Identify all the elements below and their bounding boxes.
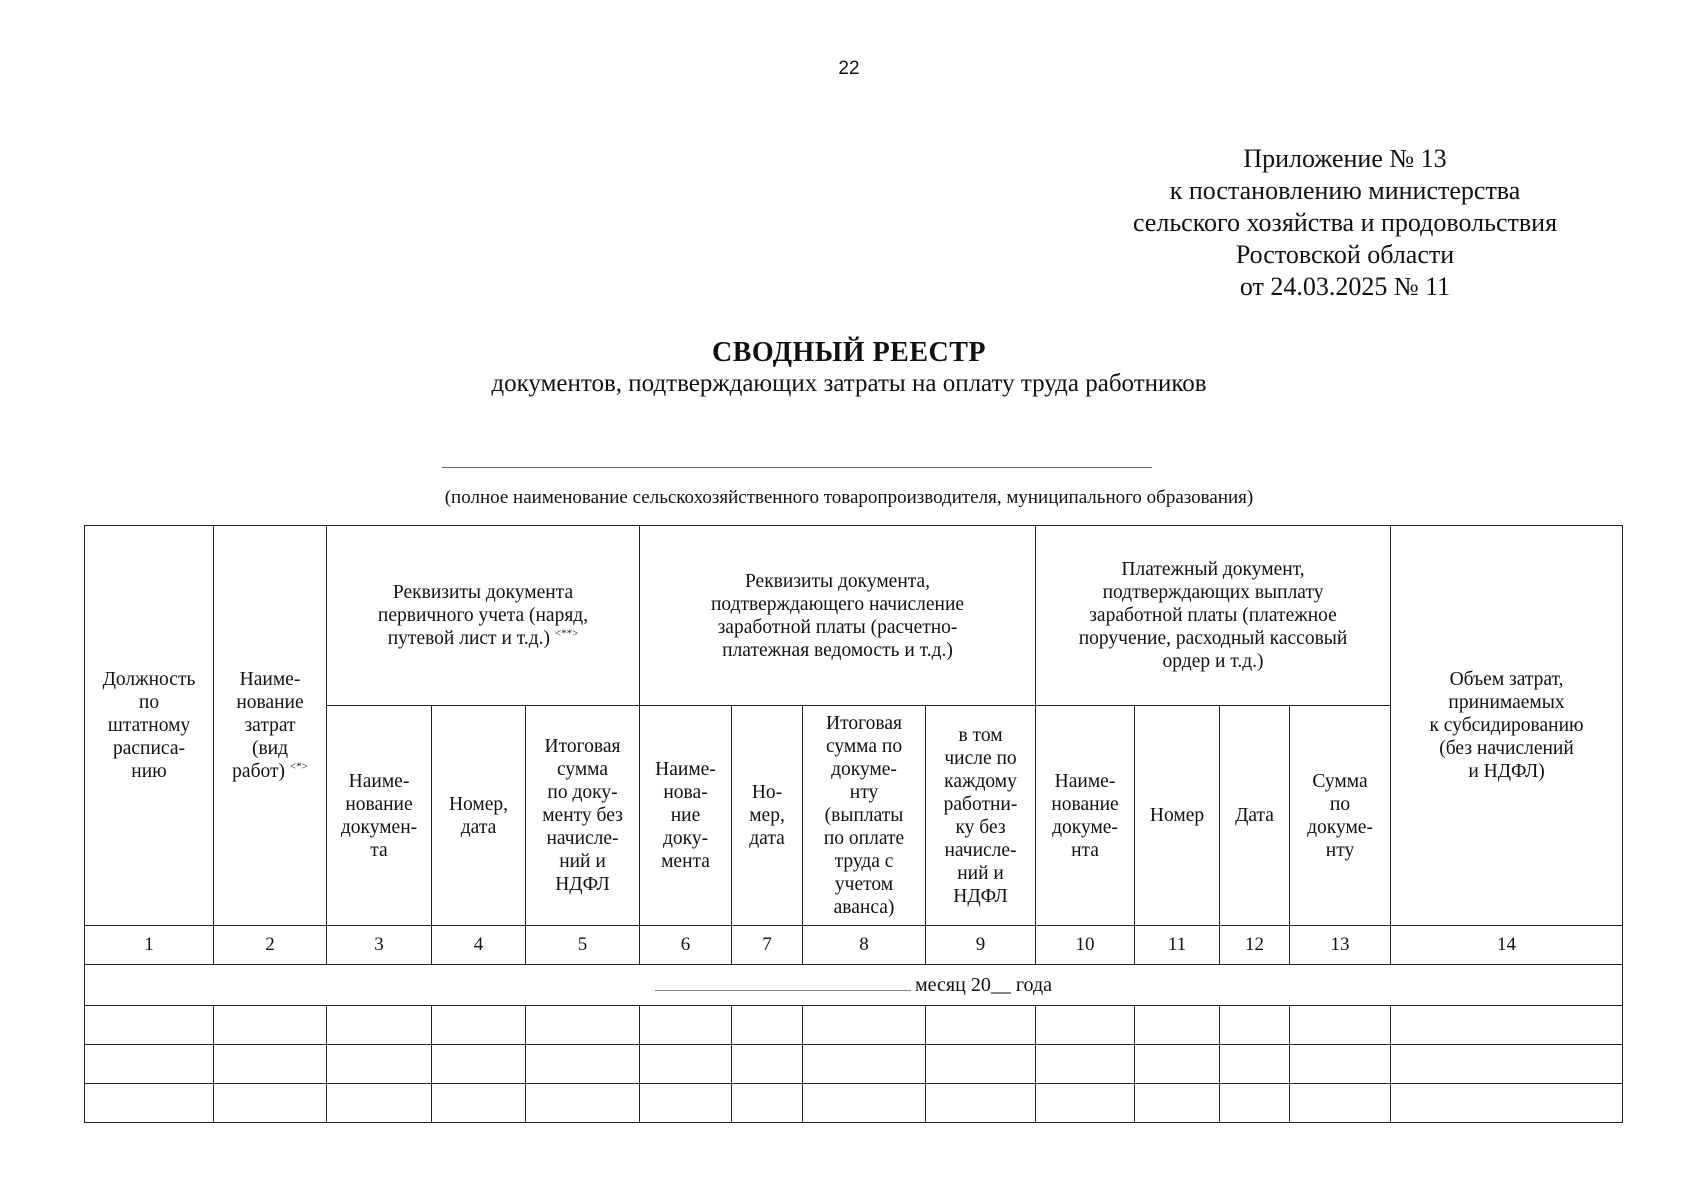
table-cell[interactable] (432, 1045, 526, 1084)
table-cell[interactable] (214, 1084, 327, 1123)
month-label: месяц 20__ года (915, 973, 1053, 996)
header-total-amount: Итоговая сумма по докуме- нту (выплаты по оплате труда с учетом аванса) (803, 706, 926, 926)
table-cell[interactable] (327, 1006, 432, 1045)
table-cell[interactable] (926, 1006, 1036, 1045)
column-number: 5 (526, 926, 640, 965)
table-cell[interactable] (526, 1045, 640, 1084)
column-number: 13 (1290, 926, 1391, 965)
column-numbers-row (85, 926, 1623, 965)
header-payment-document: Платежный документ, подтверждающих выплату заработной платы (платежное поручение, расходный кассовый ордер и т.д.) (1036, 526, 1391, 706)
column-number: 10 (1036, 926, 1135, 965)
table-cell[interactable] (526, 1006, 640, 1045)
table-cell[interactable] (1391, 1006, 1623, 1045)
table-cell[interactable] (1220, 1045, 1290, 1084)
document-subtitle: документов, подтверждающих затраты на оплату труда работников (491, 370, 1207, 397)
header-per-worker-amount: в том числе по каждому работни- ку без начисле- ний и НДФЛ (926, 706, 1036, 926)
header-payroll-document: Реквизиты документа, подтверждающего начисление заработной платы (расчетно- платежная ведомость и т.д.) (640, 526, 1036, 706)
table-cell[interactable] (1036, 1006, 1135, 1045)
column-number: 14 (1391, 926, 1623, 965)
table-cell[interactable] (640, 1006, 732, 1045)
column-number: 8 (803, 926, 926, 965)
column-number: 9 (926, 926, 1036, 965)
table-row (85, 1045, 1623, 1084)
header-doc-name: Наиме- нование докуме- нта (1036, 706, 1135, 926)
producer-name-line (442, 467, 1152, 468)
table-cell[interactable] (1290, 1006, 1391, 1045)
appendix-block (1130, 143, 1560, 303)
column-number: 12 (1220, 926, 1290, 965)
column-number: 4 (432, 926, 526, 965)
header-total-amount: Итоговая сумма по доку- менту без начисле- ний и НДФЛ (526, 706, 640, 926)
table-cell[interactable] (85, 1084, 214, 1123)
table-cell[interactable] (732, 1006, 803, 1045)
column-number: 2 (214, 926, 327, 965)
month-cell (85, 965, 1623, 1006)
appendix-line: от 24.03.2025 № 11 (1239, 272, 1451, 301)
table-cell[interactable] (432, 1084, 526, 1123)
table-cell[interactable] (640, 1084, 732, 1123)
column-number: 3 (327, 926, 432, 965)
table-row (85, 1084, 1623, 1123)
month-row (85, 965, 1623, 1006)
header-cost-name: Наиме- нование затрат (вид работ) <*> (214, 526, 327, 926)
table-cell[interactable] (732, 1084, 803, 1123)
table-cell[interactable] (1135, 1045, 1220, 1084)
table-cell[interactable] (803, 1006, 926, 1045)
appendix-line: сельского хозяйства и продовольствия (1132, 208, 1558, 237)
column-number: 6 (640, 926, 732, 965)
header-number: Номер (1135, 706, 1220, 926)
table-cell[interactable] (803, 1084, 926, 1123)
table-cell[interactable] (85, 1006, 214, 1045)
header-amount: Сумма по докуме- нту (1290, 706, 1391, 926)
month-blank-line (655, 974, 911, 991)
header-primary-document: Реквизиты документа первичного учета (наряд, путевой лист и т.д.) <**> (327, 526, 640, 706)
table-cell[interactable] (85, 1045, 214, 1084)
header-date: Дата (1220, 706, 1290, 926)
table-cell[interactable] (432, 1006, 526, 1045)
table-cell[interactable] (732, 1045, 803, 1084)
table-cell[interactable] (926, 1045, 1036, 1084)
table-row (85, 1006, 1623, 1045)
document-title: СВОДНЫЙ РЕЕСТР (711, 337, 987, 368)
column-number: 1 (85, 926, 214, 965)
table-cell[interactable] (327, 1084, 432, 1123)
table-cell[interactable] (1391, 1045, 1623, 1084)
table-cell[interactable] (327, 1045, 432, 1084)
table-cell[interactable] (1290, 1045, 1391, 1084)
header-doc-name: Наиме- нова- ние доку- мента (640, 706, 732, 926)
appendix-line: к постановлению министерства (1169, 176, 1521, 205)
header-position: Должность по штатному расписа- нию (85, 526, 214, 926)
column-number: 11 (1135, 926, 1220, 965)
header-doc-name: Наиме- нование докумен- та (327, 706, 432, 926)
table-cell[interactable] (526, 1084, 640, 1123)
footnote-marker: <*> (289, 760, 308, 773)
column-number: 7 (732, 926, 803, 965)
table-cell[interactable] (1220, 1084, 1290, 1123)
page-number: 22 (838, 58, 860, 79)
appendix-line: Приложение № 13 (1243, 144, 1447, 173)
table-cell[interactable] (803, 1045, 926, 1084)
registry-table (84, 525, 1623, 1123)
producer-name-caption: (полное наименование сельскохозяйственного товаропроизводителя, муниципального образования) (444, 487, 1254, 508)
table-cell[interactable] (1036, 1045, 1135, 1084)
table-cell[interactable] (214, 1006, 327, 1045)
table-cell[interactable] (1135, 1084, 1220, 1123)
table-cell[interactable] (1135, 1006, 1220, 1045)
header-subsidy-volume: Объем затрат, принимаемых к субсидированию (без начислений и НДФЛ) (1391, 526, 1623, 926)
table-cell[interactable] (214, 1045, 327, 1084)
table-cell[interactable] (1391, 1084, 1623, 1123)
table-cell[interactable] (1220, 1006, 1290, 1045)
table-cell[interactable] (1290, 1084, 1391, 1123)
appendix-line: Ростовской области (1235, 240, 1455, 269)
table-cell[interactable] (1036, 1084, 1135, 1123)
table-cell[interactable] (640, 1045, 732, 1084)
footnote-marker: <**> (554, 627, 579, 640)
header-number-date: Но- мер, дата (732, 706, 803, 926)
header-number-date: Номер, дата (432, 706, 526, 926)
table-cell[interactable] (926, 1084, 1036, 1123)
